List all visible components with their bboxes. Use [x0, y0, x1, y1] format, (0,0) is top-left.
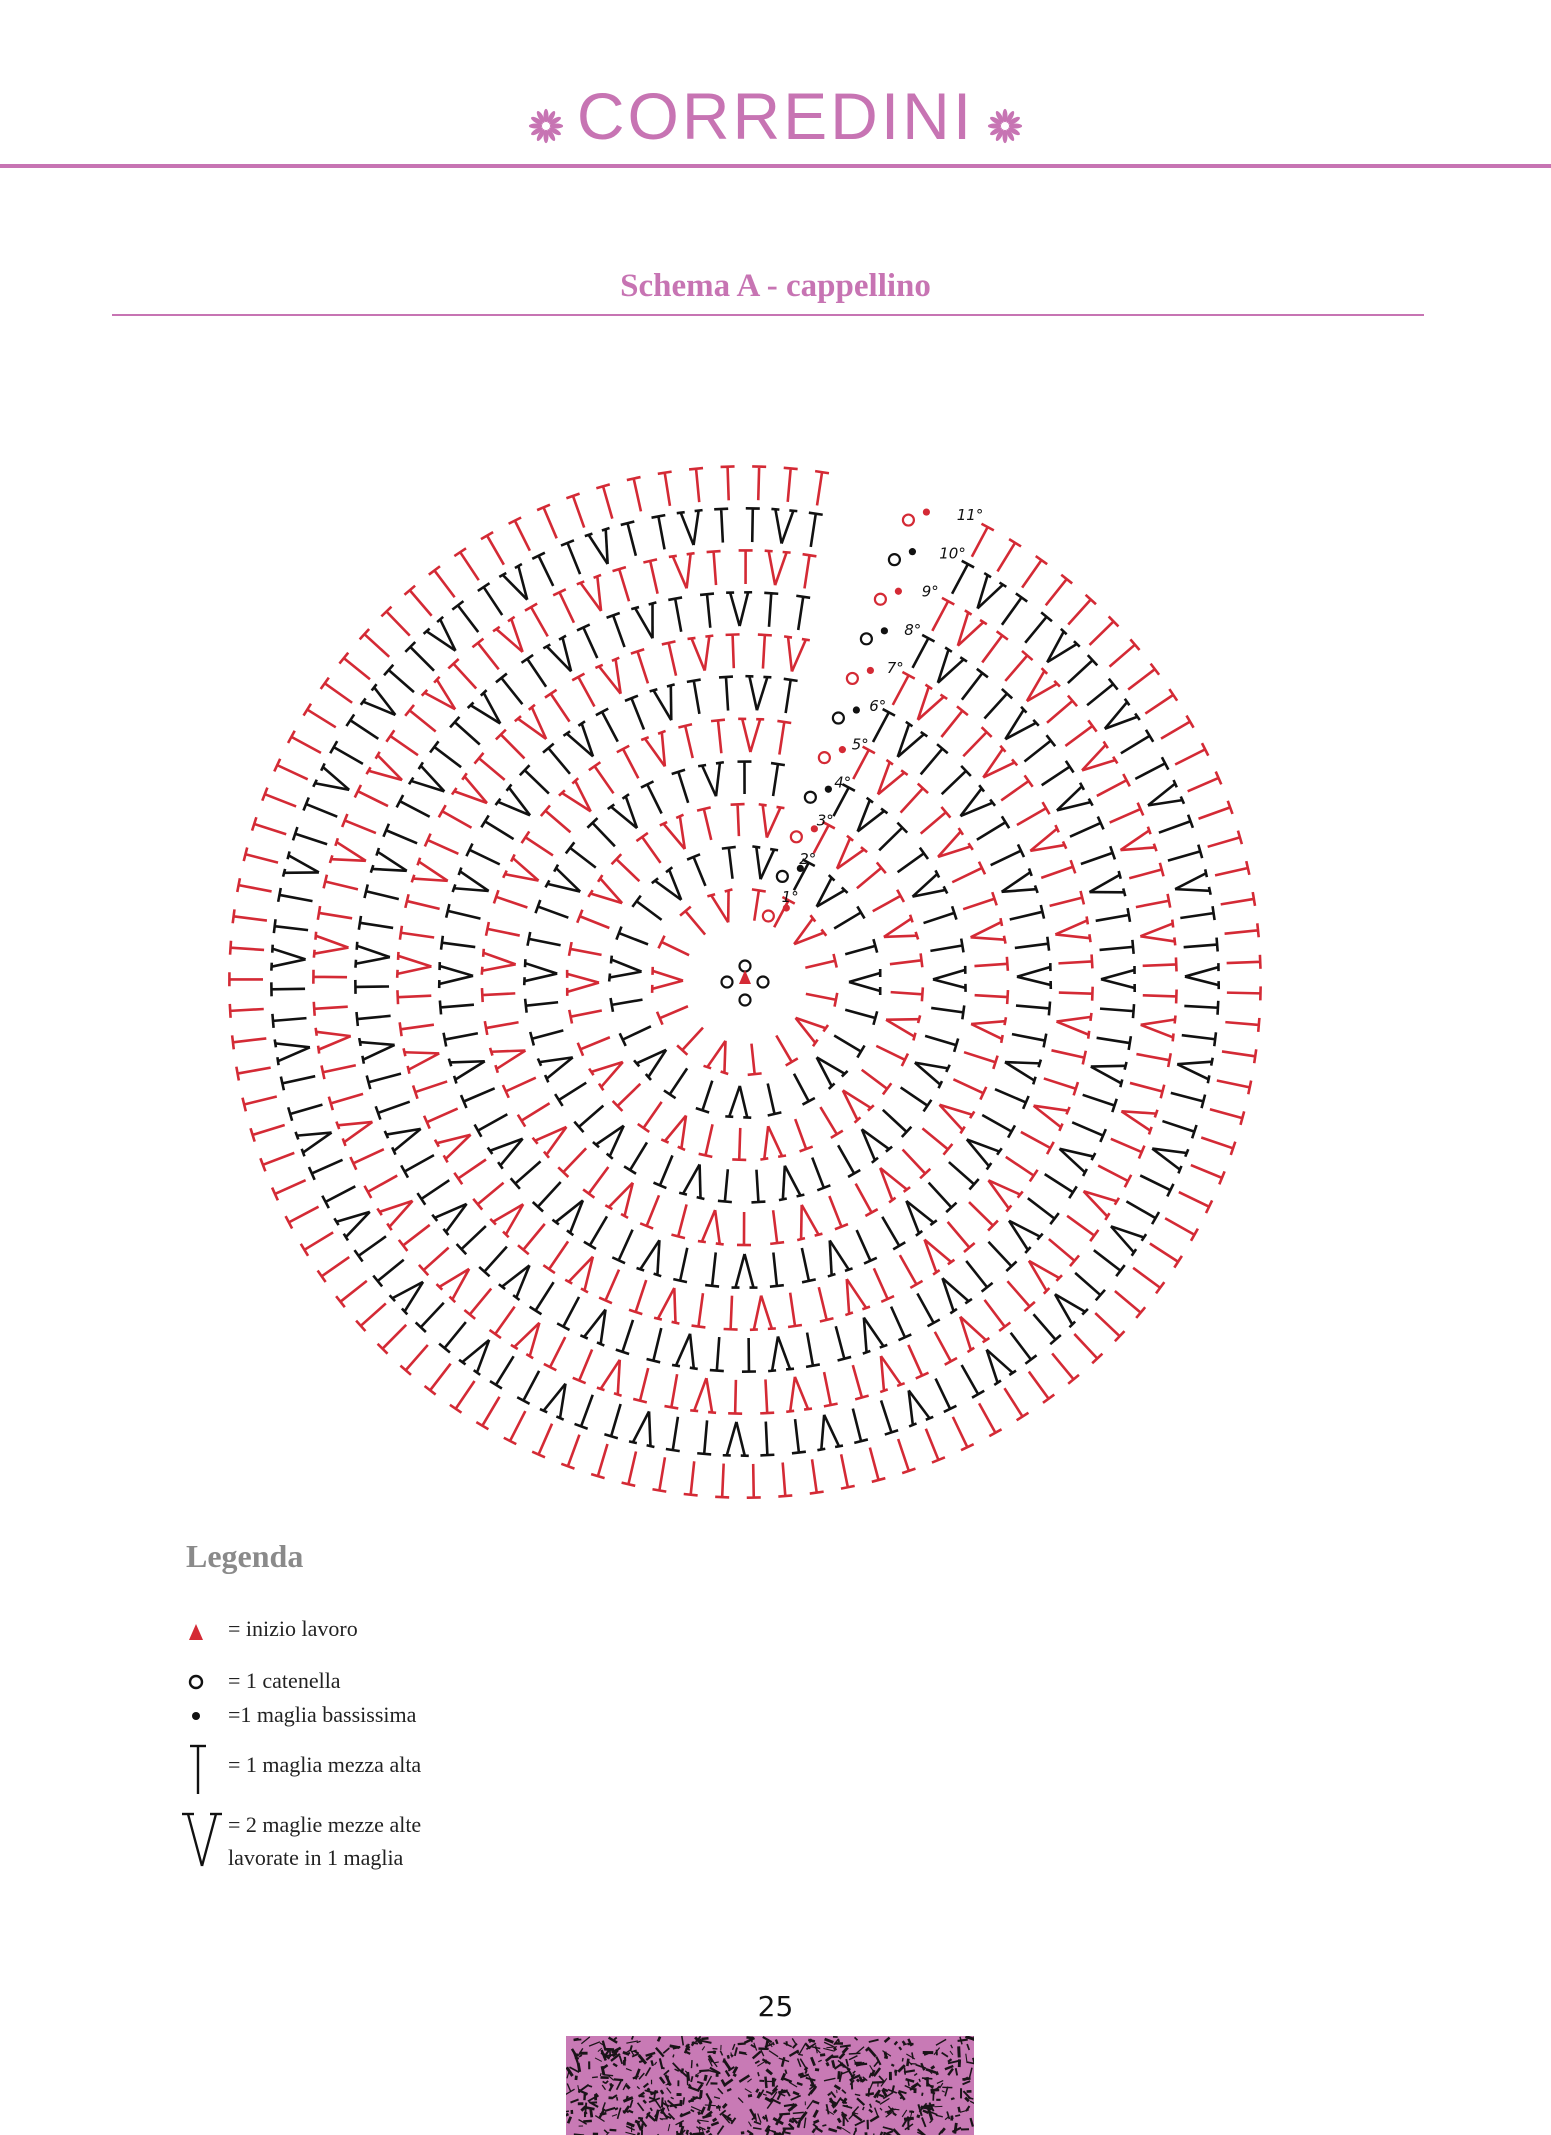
chain-stitch — [875, 594, 886, 605]
chain-stitch — [777, 871, 788, 882]
slip-stitch — [909, 548, 916, 555]
round-label: 4° — [834, 773, 852, 792]
chain-stitch — [758, 977, 769, 988]
chain-stitch — [791, 831, 802, 842]
slip-stitch — [853, 706, 860, 713]
chain-stitch — [903, 515, 914, 526]
start-triangle-icon — [739, 970, 751, 984]
round-label: 7° — [886, 658, 904, 677]
chain-stitch — [722, 977, 733, 988]
round-label: 11° — [956, 506, 984, 525]
v-stitch-icon — [180, 1808, 224, 1872]
t-stitch-icon — [186, 1740, 216, 1800]
slip-stitch — [895, 588, 902, 595]
legend-text-slip-stitch: =1 maglia bassissima — [228, 1702, 417, 1727]
chain-stitch — [763, 911, 774, 922]
round-label: 3° — [816, 811, 834, 830]
round-label: 10° — [939, 544, 966, 563]
slip-stitch — [881, 627, 888, 634]
open-circle-icon — [186, 1664, 216, 1698]
chain-stitch — [833, 713, 844, 724]
section-title: Schema A - cappellino — [620, 268, 931, 304]
legend-text-hdc: = 1 maglia mezza alta — [228, 1752, 422, 1777]
round-label: 5° — [851, 735, 869, 754]
slip-stitch — [923, 508, 930, 515]
legend-text-chain: = 1 catenella — [228, 1668, 341, 1693]
round-label: 8° — [904, 620, 922, 639]
slip-stitch — [867, 667, 874, 674]
round-label: 1° — [781, 888, 799, 907]
chain-stitch — [740, 961, 751, 972]
slip-stitch — [825, 786, 832, 793]
round-label: 6° — [869, 697, 887, 716]
chain-stitch — [805, 792, 816, 803]
legend-title: Legenda — [186, 1538, 304, 1574]
red-triangle-icon — [186, 1612, 216, 1646]
legend-text-increase: = 2 maglie mezze alte lavorate in 1 maglia — [228, 1812, 422, 1870]
page-number: 25 — [757, 1990, 794, 2023]
slip-stitch — [839, 746, 846, 753]
chain-stitch — [861, 633, 872, 644]
legend-text-start: = inizio lavoro — [228, 1616, 358, 1641]
chain-stitch — [889, 554, 900, 565]
footer-yarn-swatch — [566, 2036, 974, 2135]
chain-stitch — [819, 752, 830, 763]
header-title-text: CORREDINI — [576, 79, 975, 153]
chain-stitch — [740, 995, 751, 1006]
round-label: 2° — [799, 849, 817, 868]
chain-stitch — [847, 673, 858, 684]
round-label: 9° — [921, 582, 939, 601]
filled-dot-icon — [186, 1698, 216, 1732]
